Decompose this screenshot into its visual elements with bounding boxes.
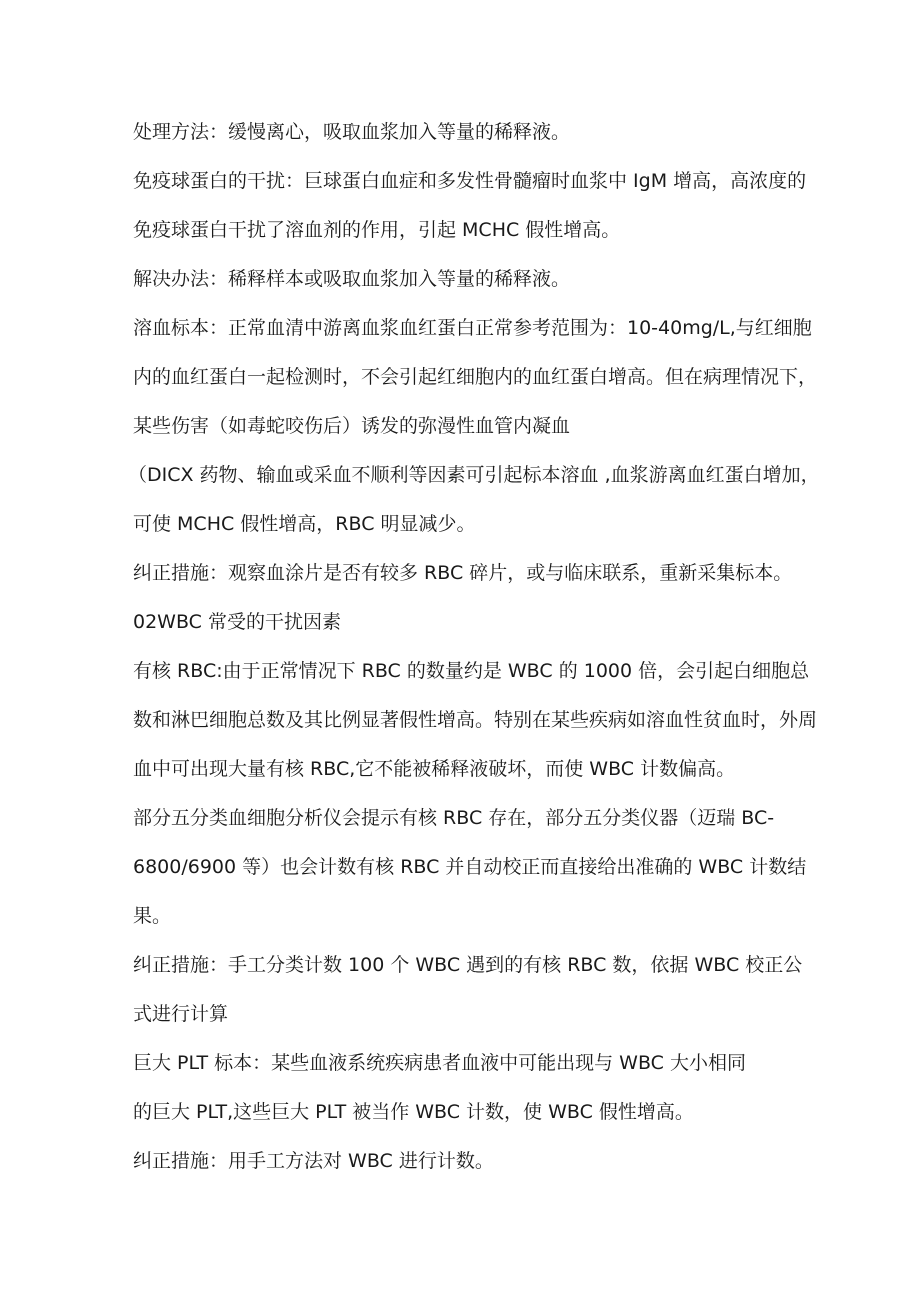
- text-line: 的巨大 PLT,这些巨大 PLT 被当作 WBC 计数，使 WBC 假性增高。: [133, 1101, 694, 1123]
- text-line: 部分五分类血细胞分析仪会提示有核 RBC 存在，部分五分类仪器（迈瑞 BC-: [133, 807, 775, 829]
- text-line: 纠正措施：用手工方法对 WBC 进行计数。: [133, 1150, 494, 1172]
- text-line: 6800/6900 等）也会计数有核 RBC 并自动校正而直接给出准确的 WBC 计数结: [133, 856, 807, 878]
- text-line: 血中可出现大量有核 RBC,它不能被稀释液破坏，而使 WBC 计数偏高。: [133, 758, 736, 780]
- text-line: 可使 MCHC 假性增高，RBC 明显减少。: [133, 513, 476, 535]
- text-line: 内的血红蛋白一起检测时，不会引起红细胞内的血红蛋白增高。但在病理情况下，: [133, 366, 818, 388]
- text-line: 纠正措施：观察血涂片是否有较多 RBC 碎片，或与临床联系，重新采集标本。: [133, 562, 793, 584]
- text-line: 果。: [133, 905, 172, 927]
- text-line: 处理方法：缓慢离心，吸取血浆加入等量的稀释液。: [133, 121, 571, 143]
- text-line: 有核 RBC:由于正常情况下 RBC 的数量约是 WBC 的 1000 倍，会引起白细胞总: [133, 660, 810, 682]
- text-line: （DICX 药物、输血或采血不顺利等因素可引起标本溶血 ,血浆游离血红蛋白增加，: [128, 464, 820, 486]
- text-line: 某些伤害（如毒蛇咬伤后）诱发的弥漫性血管内凝血: [133, 415, 571, 437]
- text-line: 溶血标本：正常血清中游离血浆血红蛋白正常参考范围为：10-40mg/L,与红细胞: [133, 317, 812, 339]
- text-line: 式进行计算: [133, 1003, 229, 1025]
- text-line: 免疫球蛋白干扰了溶血剂的作用，引起 MCHC 假性增高。: [133, 219, 621, 241]
- text-line: 巨大 PLT 标本：某些血液系统疾病患者血液中可能出现与 WBC 大小相同: [133, 1052, 746, 1074]
- text-line: 免疫球蛋白的干扰：巨球蛋白血症和多发性骨髓瘤时血浆中 IgM 增高，高浓度的: [133, 170, 807, 192]
- text-line: 纠正措施：手工分类计数 100 个 WBC 遇到的有核 RBC 数，依据 WBC 校正公: [133, 954, 803, 976]
- section-heading: 02WBC 常受的干扰因素: [133, 611, 341, 633]
- text-line: 解决办法：稀释样本或吸取血浆加入等量的稀释液。: [133, 268, 571, 290]
- text-line: 数和淋巴细胞总数及其比例显著假性增高。特别在某些疾病如溶血性贫血时，外周: [133, 709, 818, 731]
